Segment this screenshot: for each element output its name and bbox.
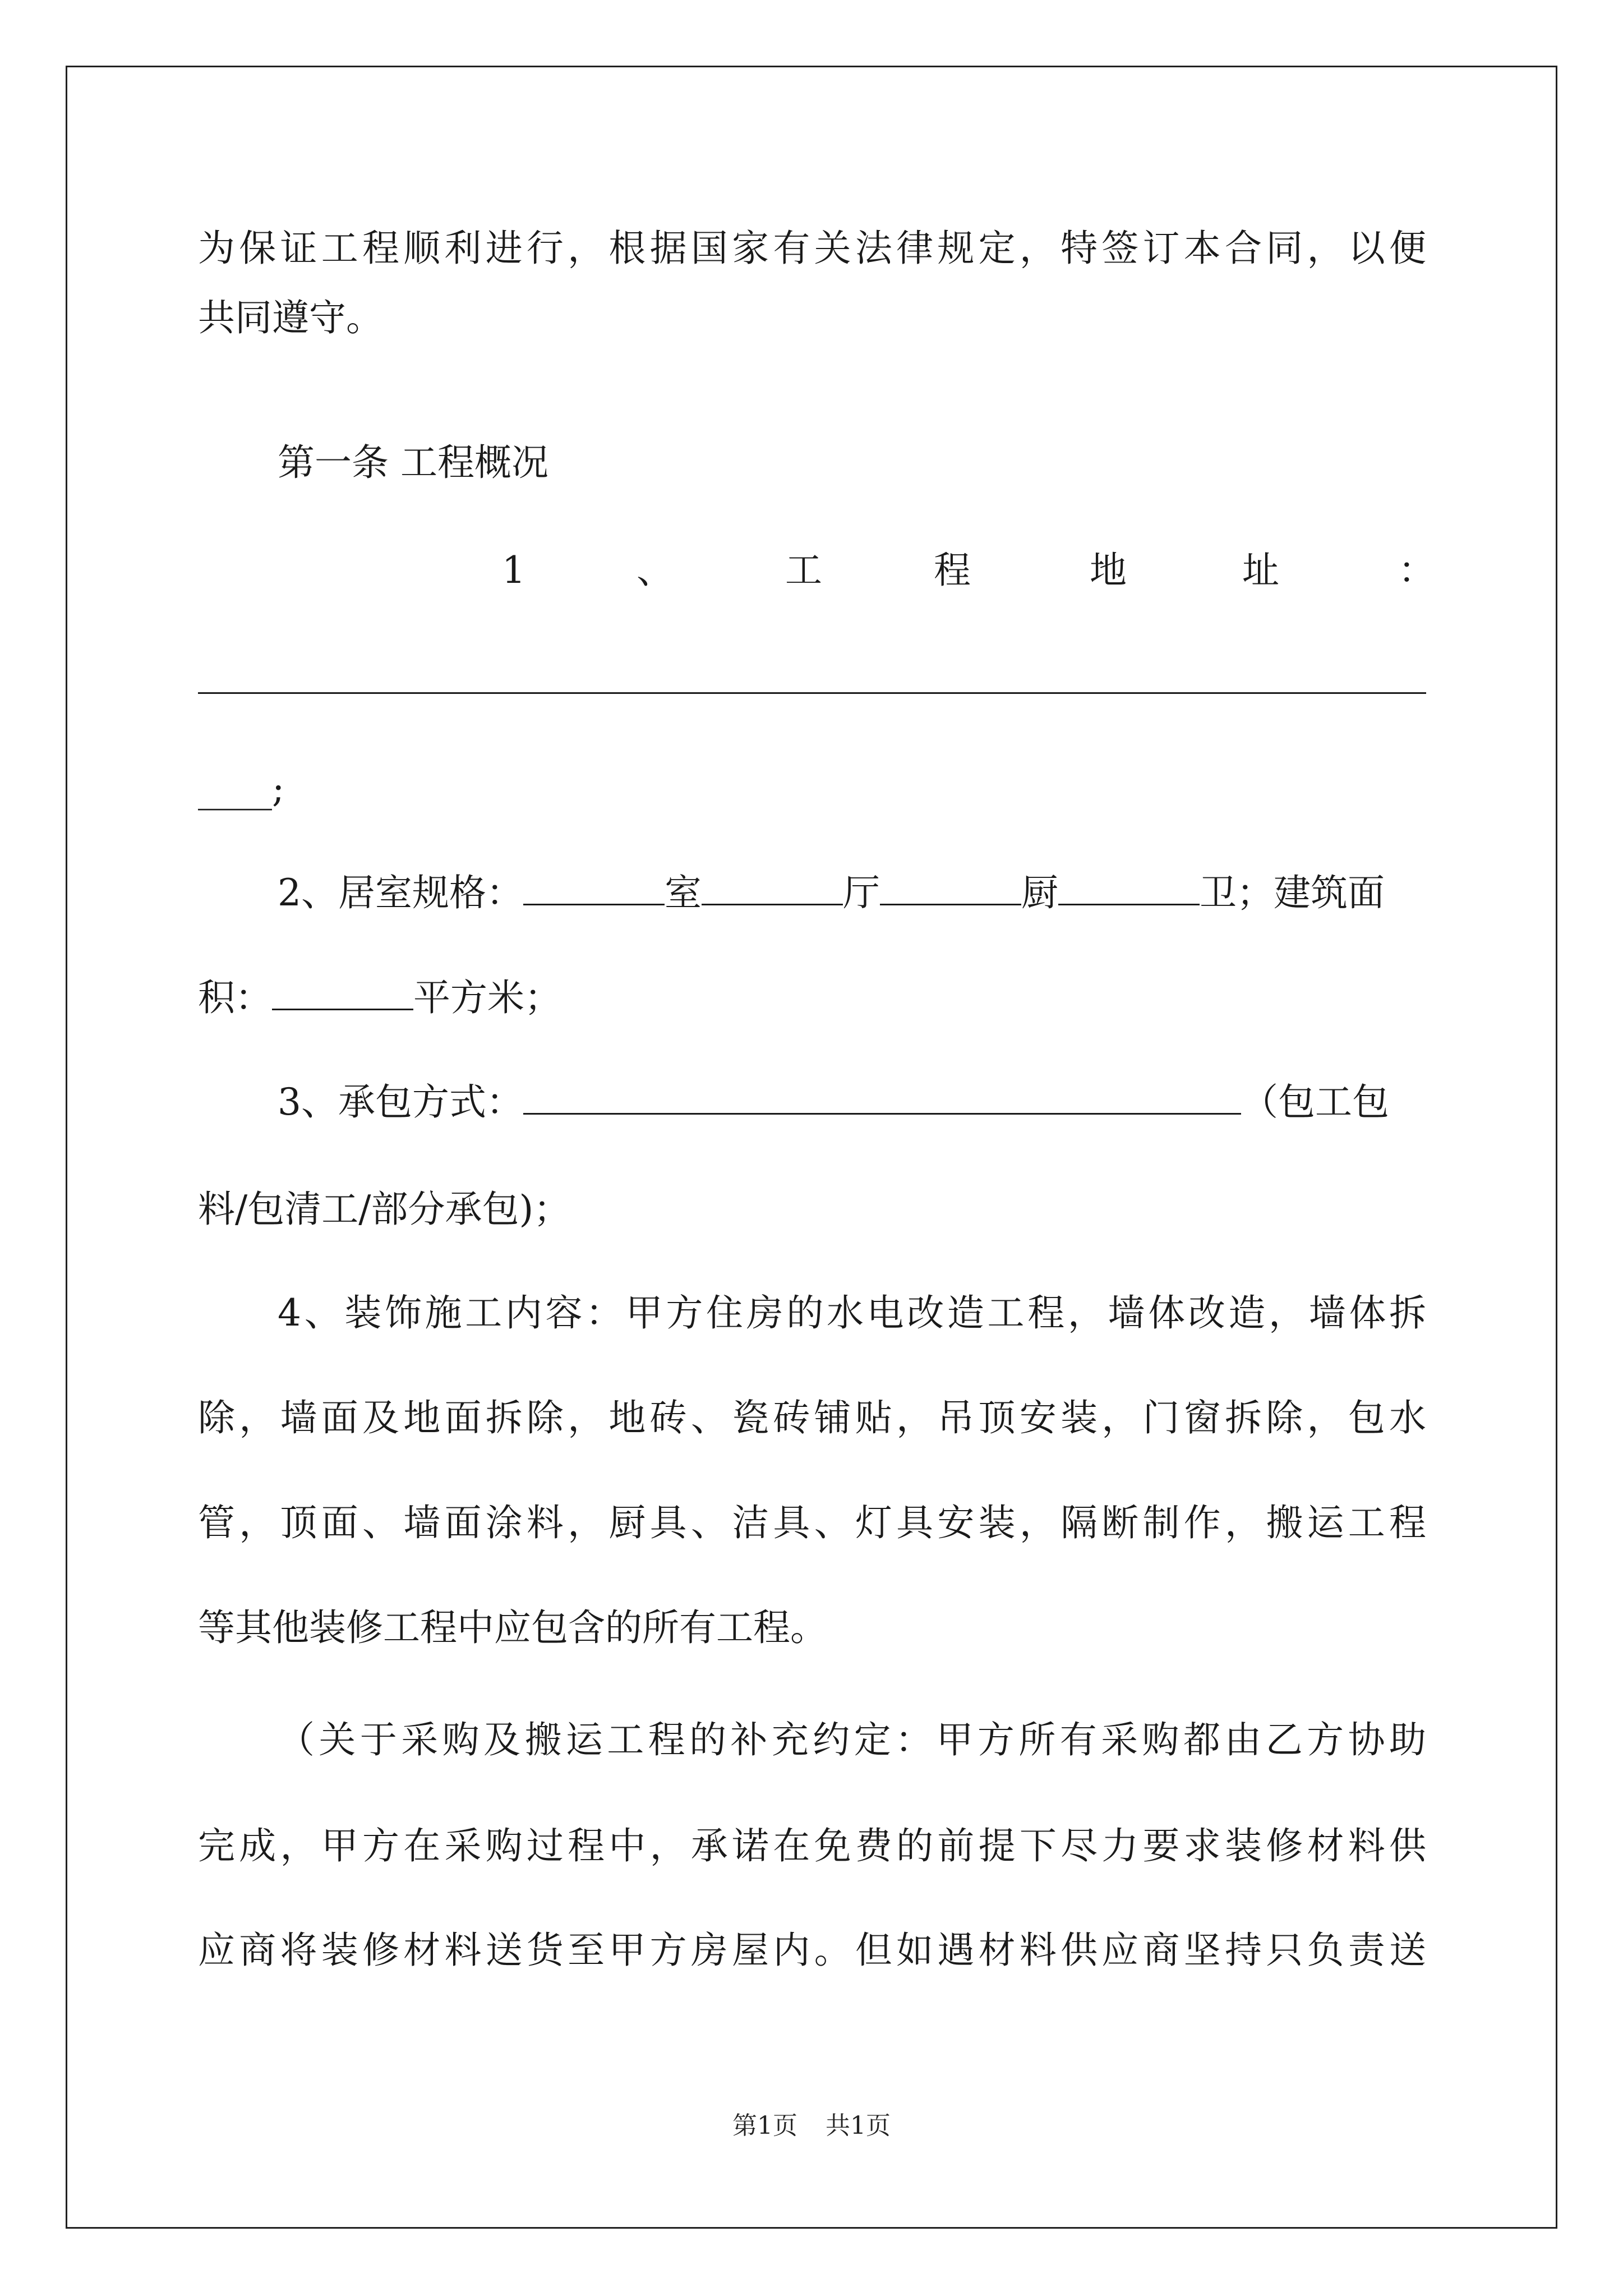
- note-line-3: 应商将装修材料送货至甲方房屋内。但如遇材料供应商坚持只负责送: [198, 1929, 1431, 1972]
- item-1-char: ：: [1398, 549, 1435, 592]
- item-1-char: 程: [934, 549, 971, 592]
- item-4-line-4: 等其他装修工程中应包含的所有工程。: [198, 1606, 827, 1649]
- item-3-options-start: （包工包: [1241, 1080, 1389, 1124]
- contract-mode-blank: [523, 1079, 1241, 1115]
- item-1-char: 、: [637, 549, 674, 592]
- area-label: 积：: [198, 976, 272, 1019]
- item-4-line-3: 管，顶面、墙面涂料，厨具、洁具、灯具安装，隔断制作，搬运工程: [198, 1501, 1431, 1544]
- note-line-1: （关于采购及搬运工程的补充约定：甲方所有采购都由乙方协助: [278, 1718, 1431, 1761]
- article-1-heading: 第一条 工程概况: [278, 441, 548, 484]
- note-line-2: 完成，甲方在采购过程中，承诺在免费的前提下尽力要求装修材料供: [198, 1824, 1431, 1867]
- item-2-label: 2、居室规格：: [278, 871, 523, 914]
- kitchen-unit: 厨: [1021, 871, 1058, 914]
- item-1-char: 工: [785, 549, 822, 592]
- area-blank: [272, 975, 413, 1010]
- bath-unit: 卫；建筑面: [1200, 871, 1385, 914]
- item-3-label: 3、承包方式：: [278, 1080, 523, 1124]
- paragraph-intro-line-2: 共同遵守。: [198, 296, 383, 339]
- item-4-line-1: 4、装饰施工内容：甲方住房的水电改造工程，墙体改造，墙体拆: [278, 1291, 1430, 1335]
- address-blank-tail: ____;: [198, 767, 285, 811]
- item-1-char: 地: [1090, 549, 1127, 592]
- item-2-line-2: [198, 967, 1426, 1029]
- page-border: [66, 66, 1557, 2229]
- paragraph-intro-line-1: 为保证工程顺利进行，根据国家有关法律规定，特签订本合同，以便: [198, 227, 1431, 270]
- hall-count-blank: [702, 870, 843, 905]
- item-3-line-2: 料/包清工/部分承包)；: [198, 1188, 571, 1231]
- room-count-blank: [523, 870, 665, 905]
- page-number: 第1页: [732, 2111, 797, 2140]
- kitchen-count-blank: [880, 870, 1021, 905]
- item-4-line-2: 除，墙面及地面拆除，地砖、瓷砖铺贴，吊顶安装，门窗拆除，包水: [198, 1396, 1431, 1439]
- room-unit: 室: [665, 871, 702, 914]
- item-3-line-1: [198, 1071, 1426, 1133]
- area-unit: 平方米；: [413, 976, 561, 1019]
- item-1-address-label: [198, 540, 1435, 601]
- item-1-char: 址: [1242, 549, 1279, 592]
- page-footer: [0, 2109, 1623, 2143]
- page-total: 共1页: [826, 2111, 891, 2140]
- item-2-line-1: [198, 862, 1426, 924]
- address-blank-line: [198, 692, 1426, 694]
- item-1-char: 1: [502, 549, 525, 592]
- bath-count-blank: [1058, 870, 1200, 905]
- hall-unit: 厅: [843, 871, 880, 914]
